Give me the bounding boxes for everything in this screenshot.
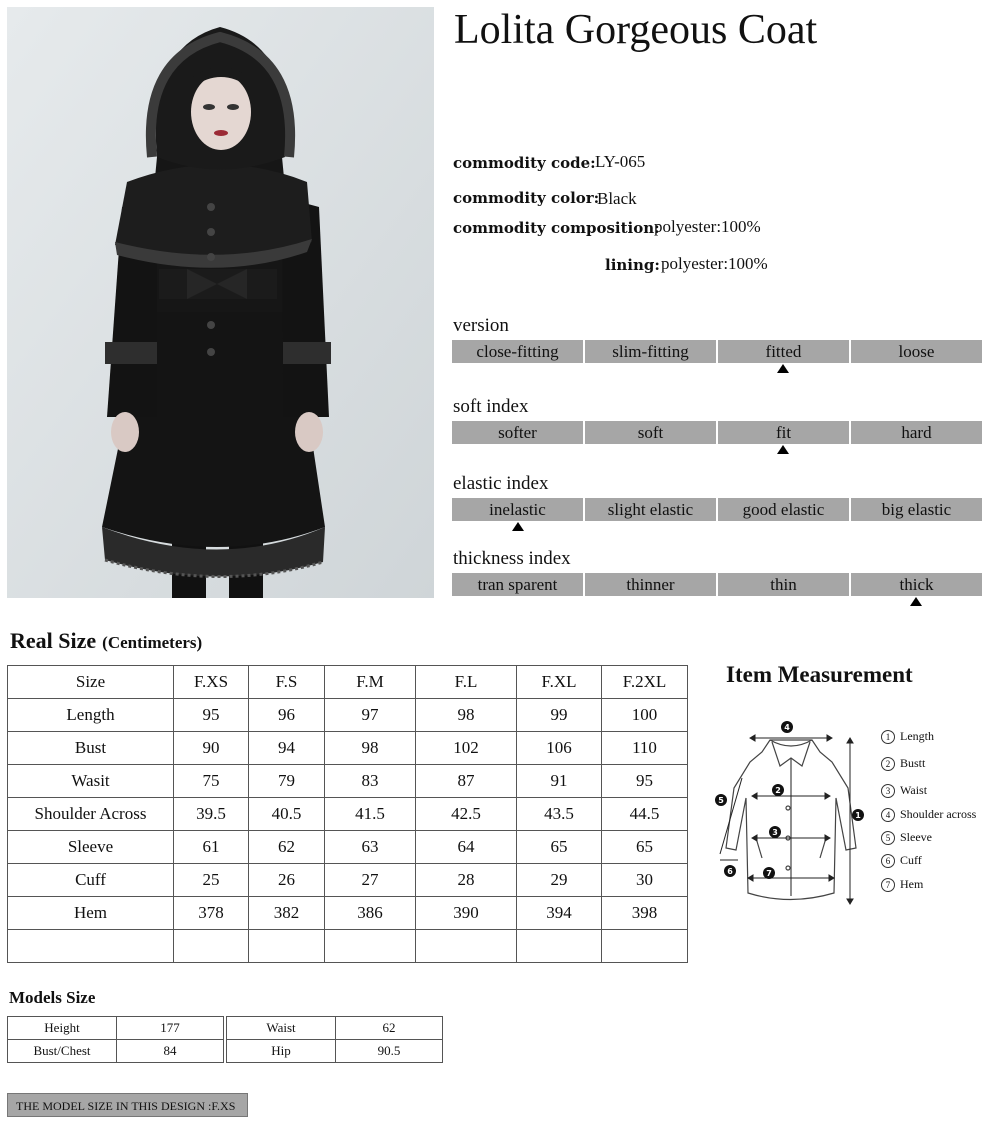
models-size-table-right xyxy=(226,1016,443,1063)
svg-text:4: 4 xyxy=(784,723,790,732)
table-row xyxy=(8,897,688,930)
table-cell: 28 xyxy=(416,864,517,897)
soft-index-title: soft index xyxy=(453,396,529,417)
table-header-cell: F.L xyxy=(416,666,517,699)
table-cell: 40.5 xyxy=(249,798,325,831)
table-header-cell: Size xyxy=(8,666,174,699)
table-cell: 94 xyxy=(249,732,325,765)
elastic-index-selected-marker xyxy=(512,522,524,531)
table-cell: 42.5 xyxy=(416,798,517,831)
table-cell: 100 xyxy=(602,699,688,732)
svg-text:7: 7 xyxy=(766,869,772,878)
table-cell: 398 xyxy=(602,897,688,930)
svg-text:1: 1 xyxy=(855,811,861,820)
table-cell: 98 xyxy=(416,699,517,732)
table-cell: 96 xyxy=(249,699,325,732)
commodity-color-value: Black xyxy=(597,189,637,208)
table-cell: 177 xyxy=(117,1017,224,1040)
table-cell: 95 xyxy=(602,765,688,798)
table-row xyxy=(8,732,688,765)
thickness-index-option: thin xyxy=(718,573,849,596)
table-header-cell: F.M xyxy=(325,666,416,699)
svg-text:6: 6 xyxy=(727,867,733,876)
legend-item-cuff: 6 Cuff xyxy=(881,853,922,868)
version-title: version xyxy=(453,315,509,336)
table-cell: Bust/Chest xyxy=(8,1040,117,1063)
legend-item-hem: 7 Hem xyxy=(881,877,923,892)
table-cell: 62 xyxy=(336,1017,443,1040)
table-cell: 102 xyxy=(416,732,517,765)
table-cell: 30 xyxy=(602,864,688,897)
table-row xyxy=(8,699,688,732)
table-cell: Length xyxy=(8,699,174,732)
thickness-index-option: tran sparent xyxy=(452,573,583,596)
soft-index-selected-marker xyxy=(777,445,789,454)
table-cell: 41.5 xyxy=(325,798,416,831)
models-size-table-left xyxy=(7,1016,224,1063)
real-size-title xyxy=(10,628,202,654)
table-cell: 378 xyxy=(174,897,249,930)
table-cell: 95 xyxy=(174,699,249,732)
thickness-index-option: thinner xyxy=(585,573,716,596)
real-size-table xyxy=(7,665,688,963)
table-cell: 106 xyxy=(517,732,602,765)
soft-index-option: soft xyxy=(585,421,716,444)
model-in-coat-image xyxy=(7,7,434,598)
table-cell: 65 xyxy=(602,831,688,864)
elastic-index-option: inelastic xyxy=(452,498,583,521)
table-cell: 390 xyxy=(416,897,517,930)
table-cell: 64 xyxy=(416,831,517,864)
table-cell: 382 xyxy=(249,897,325,930)
table-cell: 99 xyxy=(517,699,602,732)
table-row xyxy=(8,1040,224,1063)
svg-text:3: 3 xyxy=(772,828,778,837)
soft-index-scale xyxy=(452,421,982,444)
table-cell: 83 xyxy=(325,765,416,798)
version-scale xyxy=(452,340,982,363)
legend-item-sleeve: 5 Sleeve xyxy=(881,830,932,845)
elastic-index-option: big elastic xyxy=(851,498,982,521)
thickness-index-title: thickness index xyxy=(453,548,571,569)
version-selected-marker xyxy=(777,364,789,373)
elastic-index-option: slight elastic xyxy=(585,498,716,521)
table-cell: 98 xyxy=(325,732,416,765)
table-cell: 43.5 xyxy=(517,798,602,831)
version-option: fitted xyxy=(718,340,849,363)
table-cell: Bust xyxy=(8,732,174,765)
table-header-cell: F.XL xyxy=(517,666,602,699)
thickness-index-scale xyxy=(452,573,982,596)
table-header-cell: F.2XL xyxy=(602,666,688,699)
real-size-heading: Real Size xyxy=(10,628,97,653)
legend-item-shoulder: 4 Shoulder across xyxy=(881,807,976,822)
table-row xyxy=(8,765,688,798)
table-cell: 44.5 xyxy=(602,798,688,831)
table-cell: 61 xyxy=(174,831,249,864)
table-cell: Waist xyxy=(227,1017,336,1040)
real-size-unit: (Centimeters) xyxy=(102,633,203,652)
soft-index-option: fit xyxy=(718,421,849,444)
table-header-cell: F.S xyxy=(249,666,325,699)
table-cell: 91 xyxy=(517,765,602,798)
product-photo xyxy=(7,7,434,598)
table-row xyxy=(8,798,688,831)
commodity-code-value: LY-065 xyxy=(595,152,646,171)
table-cell: 110 xyxy=(602,732,688,765)
table-cell: 90.5 xyxy=(336,1040,443,1063)
version-option: loose xyxy=(851,340,982,363)
legend-item-length: 1 Length xyxy=(881,729,934,744)
table-cell: Height xyxy=(8,1017,117,1040)
table-cell: 79 xyxy=(249,765,325,798)
svg-text:2: 2 xyxy=(775,786,781,795)
version-option: slim-fitting xyxy=(585,340,716,363)
table-cell: Hem xyxy=(8,897,174,930)
table-row xyxy=(227,1017,443,1040)
commodity-code-label: commodity code: xyxy=(453,154,596,172)
table-cell: Hip xyxy=(227,1040,336,1063)
table-cell: 65 xyxy=(517,831,602,864)
coat-measurement-diagram xyxy=(712,718,872,910)
product-title: Lolita Gorgeous Coat xyxy=(454,7,818,53)
table-cell: Wasit xyxy=(8,765,174,798)
svg-text:5: 5 xyxy=(718,796,724,805)
table-cell: 63 xyxy=(325,831,416,864)
table-cell: 386 xyxy=(325,897,416,930)
lining-value: polyester:100% xyxy=(661,254,768,273)
table-row xyxy=(8,831,688,864)
elastic-index-title: elastic index xyxy=(453,473,549,494)
elastic-index-scale xyxy=(452,498,982,521)
lining-label: lining: xyxy=(605,256,660,274)
version-option: close-fitting xyxy=(452,340,583,363)
table-header-cell: F.XS xyxy=(174,666,249,699)
table-cell: 26 xyxy=(249,864,325,897)
table-cell: 75 xyxy=(174,765,249,798)
table-cell: 84 xyxy=(117,1040,224,1063)
table-header-row xyxy=(8,666,688,699)
table-cell: Cuff xyxy=(8,864,174,897)
legend-item-bust: 2 Bustt xyxy=(881,756,925,771)
models-size-title: Models Size xyxy=(9,988,96,1007)
item-measurement-title: Item Measurement xyxy=(726,662,913,687)
table-row xyxy=(8,864,688,897)
table-cell: 27 xyxy=(325,864,416,897)
table-cell: 87 xyxy=(416,765,517,798)
table-cell: 62 xyxy=(249,831,325,864)
soft-index-option: hard xyxy=(851,421,982,444)
table-cell: Sleeve xyxy=(8,831,174,864)
thickness-index-option: thick xyxy=(851,573,982,596)
thickness-index-selected-marker xyxy=(910,597,922,606)
table-cell: 394 xyxy=(517,897,602,930)
table-cell: Shoulder Across xyxy=(8,798,174,831)
table-row-empty xyxy=(8,930,688,963)
commodity-composition-label: commodity composition: xyxy=(453,219,660,237)
model-size-note: THE MODEL SIZE IN THIS DESIGN :F.XS xyxy=(7,1093,248,1117)
table-row xyxy=(8,1017,224,1040)
table-cell: 25 xyxy=(174,864,249,897)
commodity-color-label: commodity color: xyxy=(453,189,600,207)
soft-index-option: softer xyxy=(452,421,583,444)
elastic-index-option: good elastic xyxy=(718,498,849,521)
table-row xyxy=(227,1040,443,1063)
legend-item-waist: 3 Waist xyxy=(881,783,927,798)
commodity-composition-value: polyester:100% xyxy=(654,217,761,236)
table-cell: 97 xyxy=(325,699,416,732)
table-cell: 29 xyxy=(517,864,602,897)
table-cell: 39.5 xyxy=(174,798,249,831)
table-cell: 90 xyxy=(174,732,249,765)
